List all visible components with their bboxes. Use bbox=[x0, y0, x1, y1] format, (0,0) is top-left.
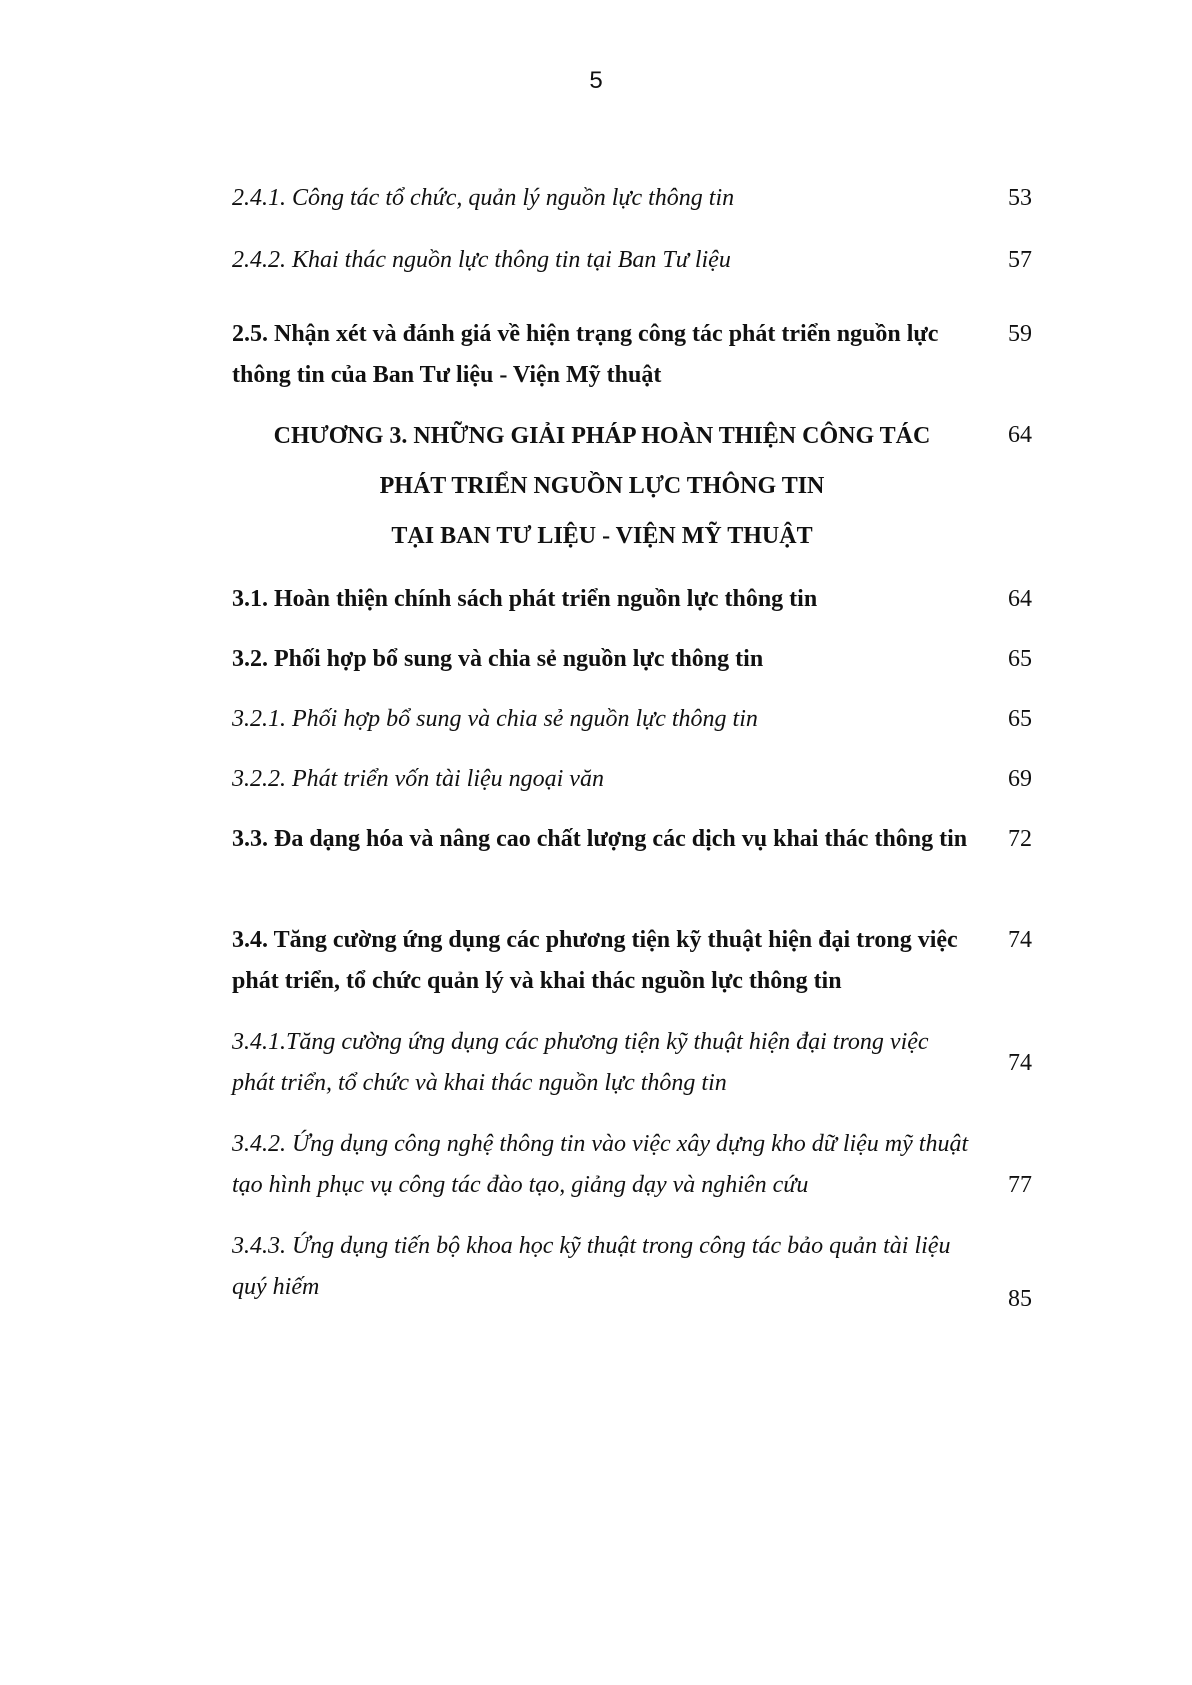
toc-entry-page: 59 bbox=[1008, 321, 1032, 347]
toc-entry-3-4-1 bbox=[232, 1022, 1032, 1104]
page-number: 5 bbox=[589, 67, 603, 94]
toc-entry-2-4-1 bbox=[232, 178, 1032, 219]
toc-entry-3-2-2 bbox=[232, 759, 1032, 800]
toc-entry-title: 2.5. Nhận xét và đánh giá về hiện trạng công tác phát triển nguồn lực thông tin của Ban Tư liệu - Viện Mỹ thuật bbox=[232, 321, 939, 388]
toc-entry-3-4-3 bbox=[232, 1226, 1032, 1312]
toc-entry-title: 3.4.3. Ứng dụng tiến bộ khoa học kỹ thuật trong công tác bảo quản tài liệu quý hiếm bbox=[232, 1233, 951, 1300]
toc-entry-page: 74 bbox=[1008, 927, 1032, 953]
toc-entry-2-4-2 bbox=[232, 240, 1032, 281]
toc-entry-3-3 bbox=[232, 819, 1032, 860]
toc-entry-title: 3.4. Tăng cường ứng dụng các phương tiện kỹ thuật hiện đại trong việc phát triển, tổ chức quản lý và khai thác nguồn lực thông tin bbox=[232, 927, 958, 994]
toc-entry-page: 77 bbox=[1008, 1172, 1032, 1198]
toc-entry-title: 2.4.1. Công tác tổ chức, quản lý nguồn lực thông tin bbox=[232, 185, 735, 211]
toc-entry-page: 72 bbox=[1008, 826, 1032, 852]
toc-entry-title: 3.2.1. Phối hợp bổ sung và chia sẻ nguồn lực thông tin bbox=[232, 706, 758, 732]
toc-entry-title: 2.4.2. Khai thác nguồn lực thông tin tại Ban Tư liệu bbox=[232, 247, 731, 273]
toc-entry-title: 3.2. Phối hợp bổ sung và chia sẻ nguồn lực thông tin bbox=[232, 646, 764, 672]
toc-entry-title: 3.4.2. Ứng dụng công nghệ thông tin vào việc xây dựng kho dữ liệu mỹ thuật tạo hình phục vụ công tác đào tạo, giảng dạy và nghiên cứu bbox=[232, 1131, 969, 1198]
toc-entry-3-2 bbox=[232, 639, 1032, 680]
toc-entry-2-5 bbox=[232, 314, 1032, 396]
chapter-title: CHƯƠNG 3. NHỮNG GIẢI PHÁP HOÀN THIỆN CÔNG TÁC PHÁT TRIỂN NGUỒN LỰC THÔNG TIN TẠI BAN TƯ LIỆU - VIỆN MỸ THUẬT bbox=[273, 423, 931, 549]
toc-entry-page: 69 bbox=[1008, 766, 1032, 792]
toc-entry-3-4 bbox=[232, 920, 1032, 1002]
toc-entry-page: 74 bbox=[1008, 1050, 1032, 1076]
toc-entry-title: 3.2.2. Phát triển vốn tài liệu ngoại văn bbox=[232, 766, 604, 792]
toc-entry-title: 3.1. Hoàn thiện chính sách phát triển nguồn lực thông tin bbox=[232, 586, 818, 612]
toc-entry-page: 65 bbox=[1008, 706, 1032, 732]
toc-entry-title: 3.3. Đa dạng hóa và nâng cao chất lượng các dịch vụ khai thác thông tin bbox=[232, 826, 968, 852]
toc-entry-page: 85 bbox=[1008, 1286, 1032, 1312]
toc-entry-page: 57 bbox=[1008, 247, 1032, 273]
toc-entry-3-2-1 bbox=[232, 699, 1032, 740]
toc-entry-page: 64 bbox=[1008, 422, 1032, 448]
toc-entry-3-4-2 bbox=[232, 1124, 1032, 1206]
toc-entry-page: 64 bbox=[1008, 586, 1032, 612]
toc-chapter-3 bbox=[232, 411, 1032, 561]
toc-entry-page: 53 bbox=[1008, 185, 1032, 211]
toc-entry-3-1 bbox=[232, 579, 1032, 620]
toc-entry-page: 65 bbox=[1008, 646, 1032, 672]
toc-entry-title: 3.4.1.Tăng cường ứng dụng các phương tiện kỹ thuật hiện đại trong việc phát triển, tổ chức và khai thác nguồn lực thông tin bbox=[232, 1029, 929, 1096]
